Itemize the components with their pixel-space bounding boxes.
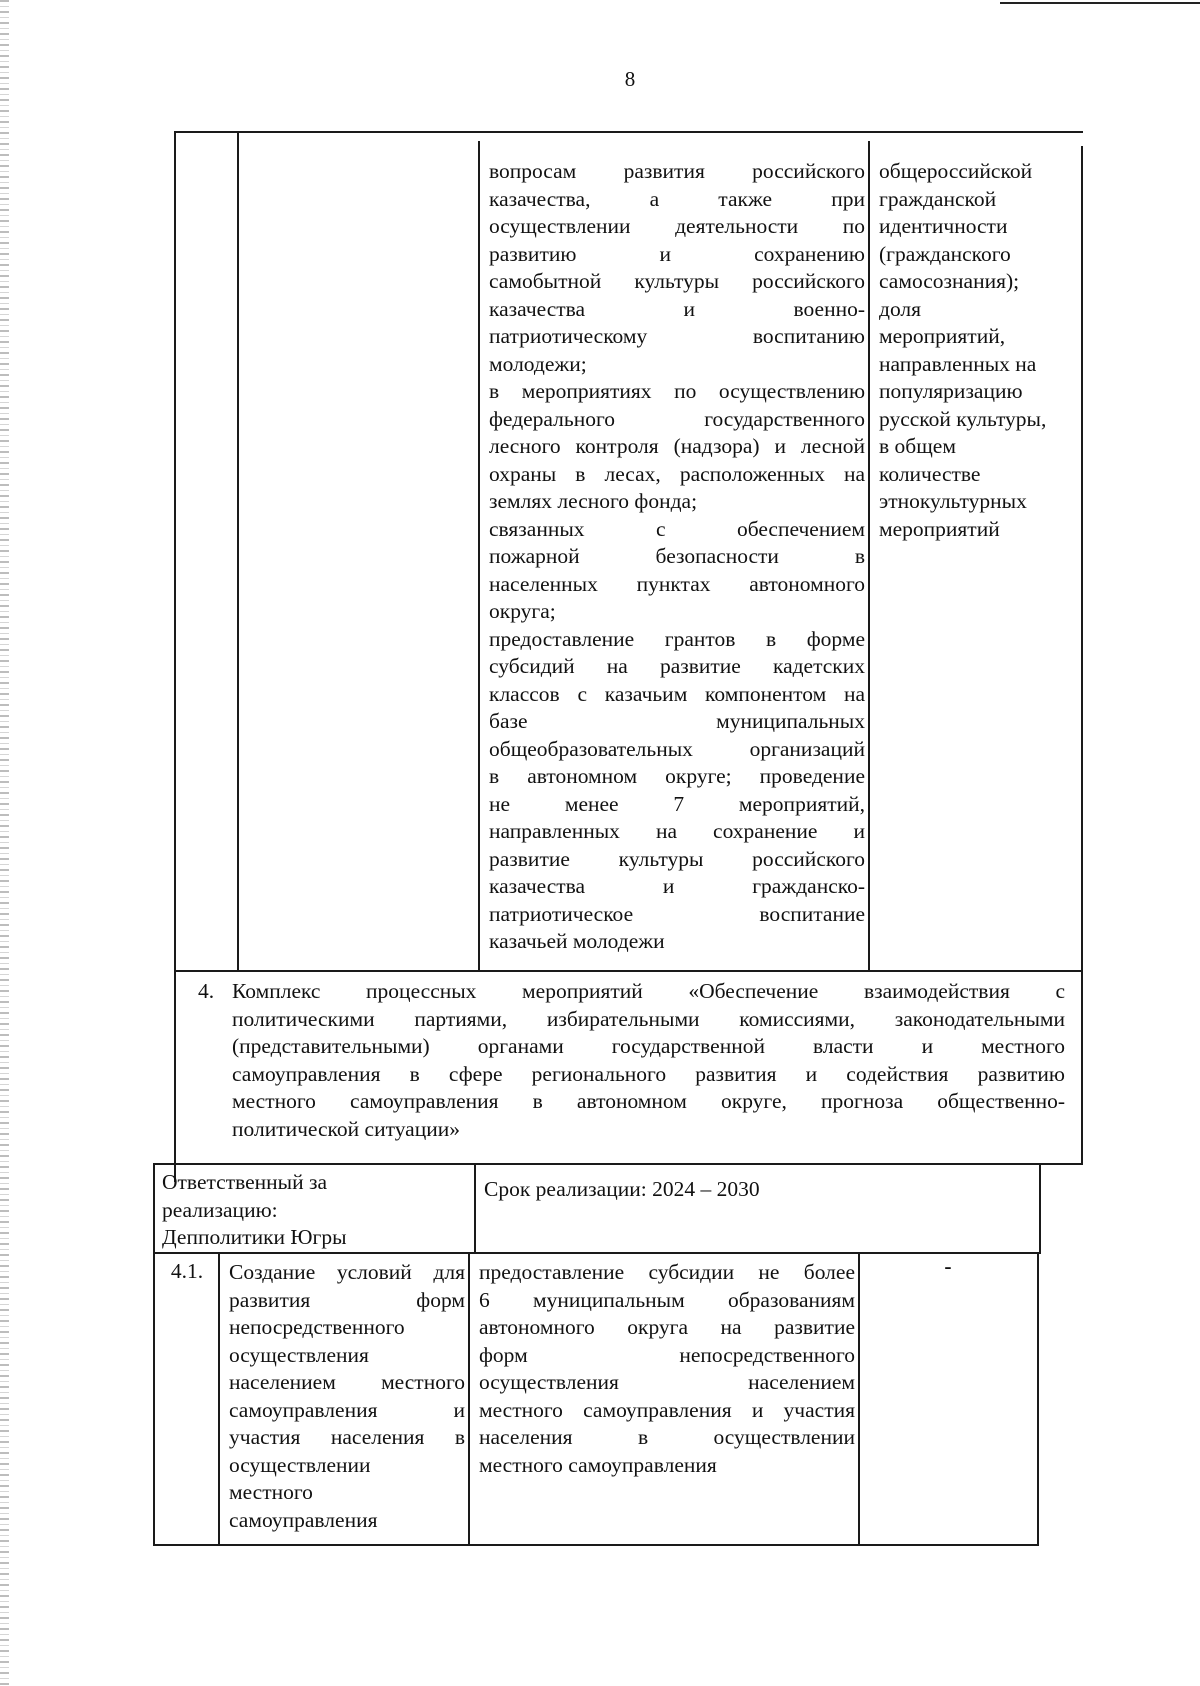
row-4-1-indicator: - — [944, 1254, 952, 1278]
text-line: доля — [879, 296, 922, 321]
text-line: местного самоуправления в автономном округе, прогноза общественно- — [232, 1089, 1065, 1113]
text-line: населения в осуществлении — [479, 1425, 855, 1449]
text-line: связанных с обеспечением — [489, 516, 865, 541]
text-line: вопросам развития российского — [489, 159, 865, 183]
text-line: Ответственный за — [162, 1170, 328, 1194]
scan-edge — [0, 0, 9, 1686]
section-4-number: 4. — [197, 979, 215, 1003]
text-line: округа; — [489, 599, 556, 623]
text-line: гражданской — [879, 186, 997, 211]
text-line: развитие культуры российского — [489, 846, 865, 871]
text-line: самоуправления и — [229, 1397, 465, 1422]
measures-cell — [489, 158, 865, 956]
row-4-1-measure — [479, 1259, 855, 1479]
text-line: лесного контроля (надзора) и лесной — [489, 434, 865, 458]
table-left-border-lower — [153, 1165, 155, 1546]
text-line: землях лесного фонда; — [489, 489, 698, 513]
text-line: популяризацию — [879, 379, 1023, 403]
text-line: предоставление субсидии не более — [479, 1260, 855, 1284]
text-line: общеобразовательных организаций — [489, 736, 865, 761]
responsible-column-divider — [474, 1163, 476, 1254]
text-line: населенных пунктах автономного — [489, 571, 865, 596]
measures-column-left-divider — [478, 141, 480, 972]
text-line: населением местного — [229, 1370, 465, 1394]
text-line: классов с казачьим компонентом на — [489, 681, 865, 706]
text-line: реализацию: — [162, 1197, 278, 1222]
number-column-divider — [237, 131, 239, 972]
section-4-title — [232, 978, 1065, 1143]
table-left-border — [174, 131, 176, 1182]
text-line: казачьей молодежи — [489, 929, 665, 953]
text-line: охраны в лесах, расположенных на — [489, 461, 865, 486]
text-line: общероссийской — [879, 159, 1033, 183]
text-line: федерального государственного — [489, 406, 865, 431]
text-line: автономного округа на развитие — [479, 1315, 855, 1339]
text-line: в автономном округе; проведение — [489, 764, 865, 788]
text-line: (представительными) органами государственной власти и местного — [232, 1034, 1065, 1058]
table-right-border — [1081, 146, 1083, 1163]
text-line: направленных на — [879, 351, 1037, 376]
text-line: осуществлении — [229, 1452, 371, 1477]
row-divider-section4 — [174, 970, 1083, 972]
text-line: направленных на сохранение и — [489, 819, 865, 843]
text-line: политической ситуации» — [232, 1116, 460, 1141]
measures-column-right-divider — [868, 141, 870, 972]
text-line: осуществления — [229, 1342, 369, 1367]
text-line: местного самоуправления и участия — [479, 1397, 855, 1422]
text-line: Создание условий для — [229, 1260, 465, 1284]
text-line: патриотическому воспитанию — [489, 324, 865, 348]
text-line: идентичности — [879, 214, 1008, 238]
page-number: 8 — [624, 67, 636, 91]
row-4-1-task-divider — [468, 1252, 470, 1546]
text-line: Депполитики Югры — [162, 1225, 347, 1249]
text-line: в мероприятиях по осуществлению — [489, 379, 865, 403]
implementation-term: Срок реализации: 2024 – 2030 — [484, 1177, 760, 1201]
text-line: базе муниципальных — [489, 709, 865, 733]
text-line: форм непосредственного — [479, 1342, 855, 1367]
row-4-1-right-border — [1037, 1252, 1039, 1546]
text-line: количестве — [879, 461, 981, 486]
text-line: местного — [229, 1480, 313, 1504]
text-line: самоуправления в сфере регионального развития и содействия развитию — [232, 1061, 1065, 1086]
text-line: русской культуры, — [879, 406, 1047, 431]
text-line: мероприятий — [879, 516, 1000, 541]
row-4-1-task — [229, 1259, 465, 1534]
text-line: политическими партиями, избирательными комиссиями, законодательными — [232, 1006, 1065, 1031]
text-line: осуществления населением — [479, 1370, 855, 1394]
text-line: патриотическое воспитание — [489, 901, 865, 926]
text-line: казачества и военно- — [489, 296, 865, 321]
row-4-1-measure-divider — [858, 1252, 860, 1546]
responsible-right-border — [1039, 1163, 1041, 1254]
text-line: казачества и гражданско- — [489, 874, 865, 898]
text-line: непосредственного — [229, 1315, 405, 1339]
row-4-1-number-divider — [218, 1252, 220, 1546]
text-line: развития форм — [229, 1287, 465, 1312]
text-line: участия населения в — [229, 1425, 465, 1449]
text-line: Комплекс процессных мероприятий «Обеспечение взаимодействия с — [232, 979, 1065, 1003]
text-line: мероприятий, — [879, 324, 1006, 348]
text-line: местного самоуправления — [479, 1452, 717, 1477]
text-line: 6 муниципальным образованиям — [479, 1287, 855, 1312]
indicator-cell — [879, 158, 1077, 543]
table-bottom-border — [153, 1544, 1039, 1546]
text-line: развитию и сохранению — [489, 241, 865, 266]
text-line: этнокультурных — [879, 489, 1027, 513]
row-4-1-number: 4.1. — [170, 1259, 204, 1283]
text-line: (гражданского — [879, 241, 1011, 266]
row-divider-responsible — [153, 1163, 1083, 1165]
text-line: предоставление грантов в форме — [489, 626, 865, 651]
text-line: самоуправления — [229, 1507, 378, 1532]
text-line: в общем — [879, 434, 956, 458]
text-line: казачества, а также при — [489, 186, 865, 211]
text-line: молодежи; — [489, 351, 587, 376]
text-line: самосознания); — [879, 269, 1020, 293]
text-line: самобытной культуры российского — [489, 269, 865, 293]
table-top-border — [174, 131, 1083, 133]
text-line: не менее 7 мероприятий, — [489, 791, 865, 816]
text-line: субсидий на развитие кадетских — [489, 654, 865, 678]
responsible-cell — [162, 1169, 468, 1252]
text-line: пожарной безопасности в — [489, 544, 865, 568]
text-line: осуществлении деятельности по — [489, 214, 865, 238]
scan-top-mark — [1000, 2, 1200, 4]
